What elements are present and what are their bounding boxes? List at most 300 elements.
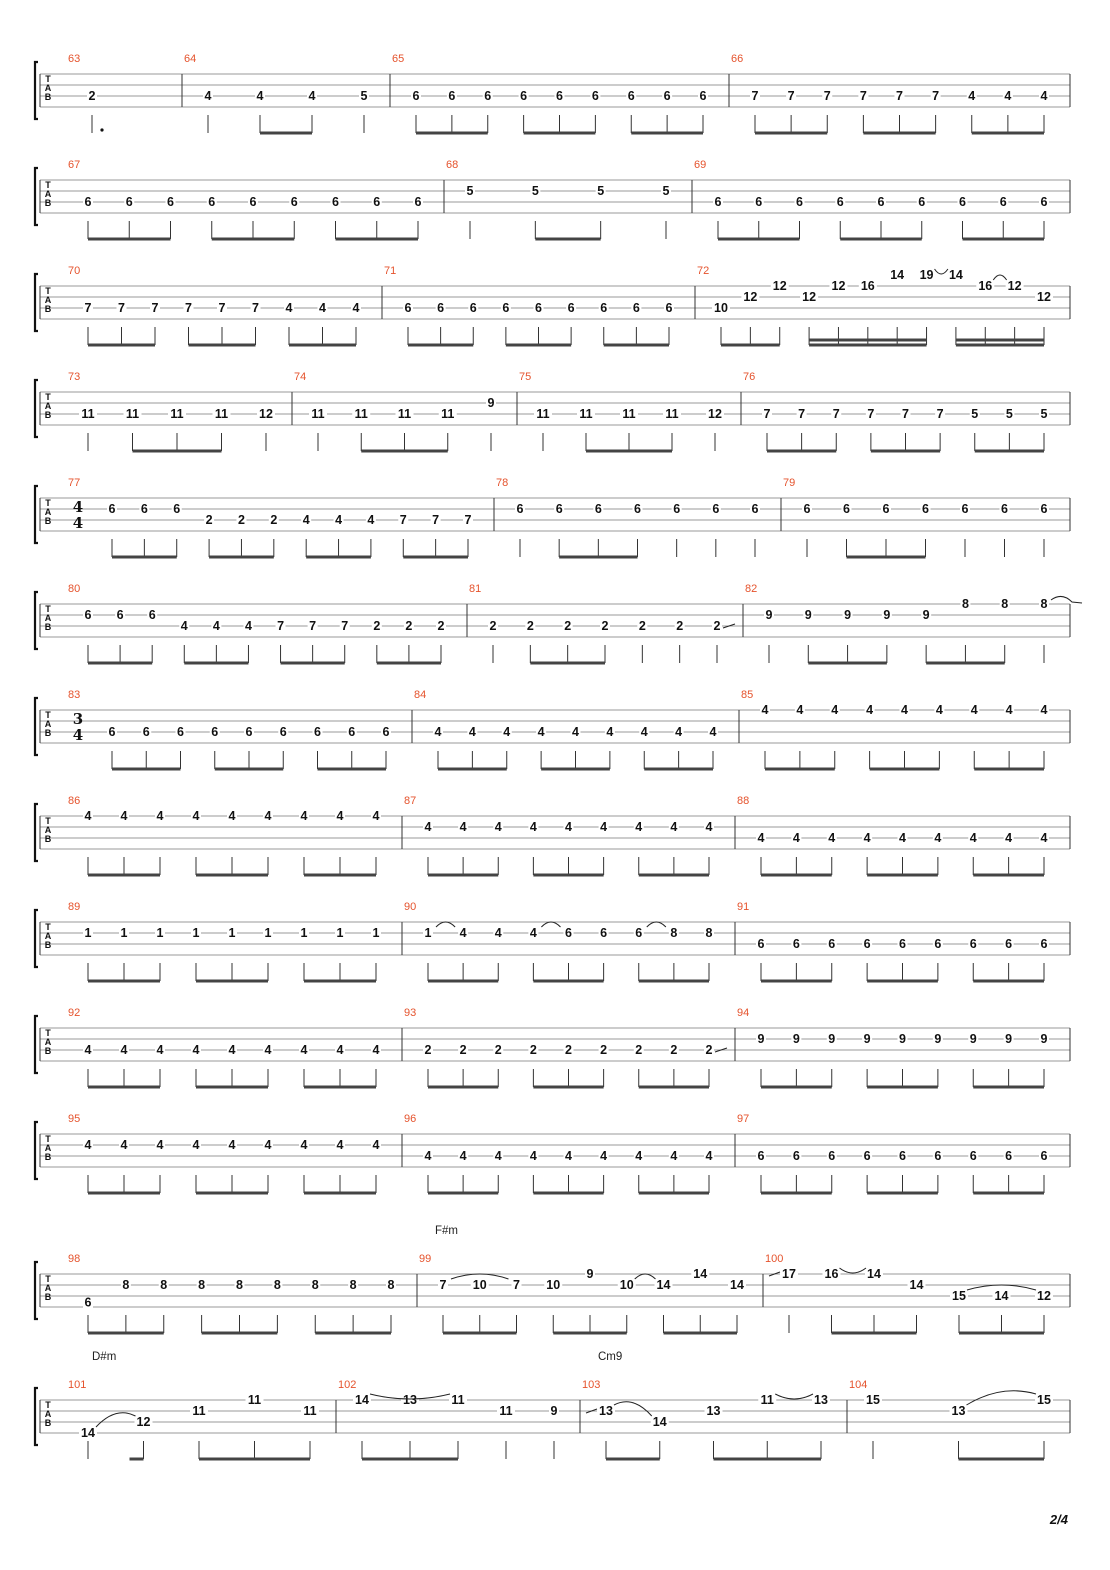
measure [737, 1113, 1049, 1193]
fret-number: 6 [882, 502, 890, 516]
tab-clef-letter: T [45, 392, 51, 402]
fret-number: 4 [675, 725, 683, 739]
fret-number: 9 [1005, 1032, 1013, 1046]
fret-number: 4 [192, 809, 200, 823]
tab-system [35, 159, 1070, 239]
fret-number: 6 [796, 195, 803, 209]
tab-clef-letter: T [45, 922, 51, 932]
measure-number: 80 [68, 583, 81, 595]
fret-number: 6 [665, 301, 673, 315]
tab-system [35, 1351, 1070, 1459]
fret-number: 7 [118, 301, 125, 315]
fret-number: 6 [414, 195, 422, 209]
system-bracket [35, 1262, 38, 1319]
tab-clef-letter: A [44, 401, 52, 411]
fret-number: 4 [670, 1149, 678, 1163]
measure-number: 68 [446, 159, 459, 171]
fret-number: 11 [303, 1404, 317, 1418]
chord-name: D#m [92, 1351, 117, 1363]
fret-number: 2 [638, 619, 646, 633]
fret-number: 2 [601, 619, 609, 633]
measure [731, 53, 1049, 133]
fret-number: 6 [469, 301, 477, 315]
fret-number: 8 [961, 597, 969, 611]
fret-number: 4 [600, 1149, 608, 1163]
fret-number: 6 [412, 89, 420, 103]
fret-number: 4 [336, 1138, 344, 1152]
system-bracket [35, 274, 38, 331]
fret-number: 11 [311, 407, 325, 421]
fret-number: 6 [125, 195, 133, 209]
fret-number: 6 [148, 608, 156, 622]
system-bracket [35, 380, 38, 437]
fret-number: 6 [1005, 1149, 1013, 1163]
fret-number: 9 [765, 608, 773, 622]
fret-number: 4 [335, 513, 343, 527]
fret-number: 6 [1005, 937, 1013, 951]
fret-number: 16 [824, 1267, 839, 1281]
fret-number: 7 [341, 619, 349, 633]
fret-number: 8 [670, 926, 678, 940]
fret-number: 12 [1007, 279, 1022, 293]
measure-number: 69 [694, 159, 707, 171]
tab-clef-letter: A [44, 1037, 52, 1047]
fret-number: 12 [802, 290, 817, 304]
fret-number: 10 [472, 1278, 487, 1292]
fret-number: 4 [459, 1149, 467, 1163]
measure [68, 689, 391, 769]
measure [294, 371, 496, 451]
fret-number: 6 [1001, 502, 1008, 516]
measure-number: 64 [184, 53, 197, 65]
measure-number: 74 [294, 371, 307, 383]
fret-number: 8 [273, 1278, 281, 1292]
fret-number: 7 [832, 407, 840, 421]
page-number: 2/4 [1049, 1512, 1068, 1527]
fret-number: 9 [883, 608, 891, 622]
tab-system [35, 53, 1070, 133]
tab-clef-letter: A [44, 825, 52, 835]
tie-arc [775, 1394, 813, 1399]
tab-clef-letter: B [44, 516, 52, 526]
fret-number: 4 [670, 820, 678, 834]
fret-number: 11 [451, 1393, 465, 1407]
fret-number: 6 [632, 301, 640, 315]
measure [743, 371, 1049, 451]
fret-number: 7 [823, 89, 831, 103]
measure-number: 66 [731, 53, 744, 65]
fret-number: 4 [285, 301, 293, 315]
fret-number: 9 [934, 1032, 942, 1046]
fret-number: 4 [319, 301, 326, 315]
fret-number: 4 [970, 703, 978, 717]
fret-number: 4 [572, 725, 579, 739]
fret-number: 7 [787, 89, 795, 103]
measure-number: 101 [68, 1379, 87, 1391]
fret-number: 12 [1037, 290, 1051, 304]
fret-number: 6 [245, 725, 253, 739]
fret-number: 7 [859, 89, 867, 103]
measure [741, 689, 1049, 769]
fret-number: 2 [670, 1043, 678, 1057]
fret-number: 4 [828, 831, 836, 845]
tie-arc [541, 922, 560, 927]
fret-number: 15 [866, 1393, 880, 1407]
tie-arc [614, 1402, 652, 1416]
fret-number: 4 [969, 831, 977, 845]
measure-number: 96 [404, 1113, 417, 1125]
tie-arc [935, 269, 948, 274]
fret-number: 4 [1040, 703, 1048, 717]
tab-clef-letter: B [44, 1292, 52, 1302]
measure-number: 94 [737, 1007, 750, 1019]
tab-clef-letter: A [44, 507, 52, 517]
tab-clef-letter: A [44, 719, 52, 729]
fret-number: 8 [1040, 597, 1048, 611]
fret-number: 4 [228, 1138, 236, 1152]
fret-number: 2 [713, 619, 721, 633]
fret-number: 9 [844, 608, 852, 622]
fret-number: 1 [120, 926, 128, 940]
fret-number: 6 [663, 89, 671, 103]
system-bracket [35, 486, 38, 543]
fret-number: 7 [399, 513, 407, 527]
fret-number: 2 [205, 513, 213, 527]
fret-number: 4 [336, 1043, 344, 1057]
fret-number: 4 [84, 1043, 92, 1057]
fret-number: 6 [594, 502, 602, 516]
measure-number: 86 [68, 795, 81, 807]
system-bracket [35, 804, 38, 861]
fret-number: 4 [459, 926, 467, 940]
measure-number: 104 [849, 1379, 868, 1391]
fret-number: 4 [84, 1138, 92, 1152]
chord-name: Cm9 [598, 1351, 623, 1363]
fret-number: 12 [1037, 1289, 1051, 1303]
measure-number: 87 [404, 795, 417, 807]
fret-number: 2 [635, 1043, 643, 1057]
tab-clef-letter: T [45, 498, 51, 508]
fret-number: 11 [760, 1393, 774, 1407]
fret-number: 16 [978, 279, 993, 293]
fret-number: 7 [751, 89, 759, 103]
fret-number: 6 [108, 502, 116, 516]
fret-number: 13 [951, 1404, 966, 1418]
tab-clef-letter: T [45, 286, 51, 296]
fret-number: 4 [156, 809, 164, 823]
fret-number: 6 [757, 937, 765, 951]
measure [849, 1379, 1053, 1459]
fret-number: 1 [228, 926, 236, 940]
tab-clef-letter: T [45, 1134, 51, 1144]
fret-number: 4 [300, 809, 308, 823]
fret-number: 9 [1040, 1032, 1048, 1046]
rhythm-dot [100, 128, 103, 131]
fret-number: 10 [619, 1278, 634, 1292]
fret-number: 4 [705, 820, 713, 834]
chord-name: F#m [435, 1225, 458, 1237]
fret-number: 10 [714, 301, 728, 315]
fret-number: 6 [142, 725, 150, 739]
fret-number: 4 [156, 1043, 164, 1057]
fret-number: 6 [899, 937, 906, 951]
fret-number: 4 [529, 926, 537, 940]
fret-number: 2 [494, 1043, 502, 1057]
fret-number: 6 [634, 502, 641, 516]
measure [737, 901, 1049, 981]
tab-system [35, 583, 1082, 663]
fret-number: 6 [591, 89, 599, 103]
fret-number: 4 [264, 1138, 272, 1152]
fret-number: 11 [81, 407, 95, 421]
fret-number: 14 [355, 1393, 369, 1407]
fret-number: 2 [424, 1043, 432, 1057]
fret-number: 13 [599, 1404, 613, 1418]
fret-number: 6 [1040, 502, 1048, 516]
fret-number: 6 [208, 195, 216, 209]
fret-number: 4 [156, 1138, 164, 1152]
fret-number: 4 [180, 619, 188, 633]
tab-clef-letter: B [44, 940, 52, 950]
fret-number: 6 [516, 502, 524, 516]
fret-number: 7 [185, 301, 192, 315]
tab-system [35, 795, 1070, 875]
fret-number: 6 [712, 502, 720, 516]
tab-clef-letter: T [45, 816, 51, 826]
tab-clef-letter: B [44, 834, 52, 844]
fret-number: 6 [84, 608, 92, 622]
fret-number: 2 [459, 1043, 467, 1057]
fret-number: 12 [743, 290, 758, 304]
fret-number: 11 [579, 407, 593, 421]
fret-number: 4 [372, 1138, 380, 1152]
fret-number: 14 [656, 1278, 671, 1292]
fret-number: 14 [909, 1278, 924, 1292]
fret-number: 11 [247, 1393, 262, 1407]
tab-system [35, 265, 1070, 345]
fret-number: 6 [999, 195, 1007, 209]
fret-number: 6 [1040, 1149, 1048, 1163]
measure-number: 65 [392, 53, 405, 65]
fret-number: 1 [300, 926, 308, 940]
fret-number: 6 [969, 937, 977, 951]
fret-number: 11 [397, 407, 412, 421]
fret-number: 2 [600, 1043, 608, 1057]
fret-number: 9 [792, 1032, 800, 1046]
measure [446, 159, 671, 239]
fret-number: 12 [772, 279, 787, 293]
fret-number: 6 [961, 502, 969, 516]
measure [68, 901, 381, 981]
system-bracket [35, 62, 38, 119]
fret-number: 6 [828, 1149, 836, 1163]
tab-clef-letter: A [44, 613, 52, 623]
fret-number: 4 [459, 820, 467, 834]
fret-number: 7 [84, 301, 92, 315]
measure-number: 82 [745, 583, 758, 595]
fret-number: 1 [372, 926, 380, 940]
fret-number: 4 [244, 619, 252, 633]
fret-number: 4 [264, 809, 272, 823]
fret-number: 6 [863, 937, 871, 951]
time-signature-top: 4 [72, 498, 84, 516]
measure-number: 103 [582, 1379, 601, 1391]
fret-number: 8 [311, 1278, 319, 1292]
measure [384, 265, 674, 345]
fret-number: 17 [782, 1267, 796, 1281]
measure [68, 371, 275, 451]
tie-arc [993, 275, 1006, 280]
measure [737, 795, 1049, 875]
system-bracket [35, 1388, 38, 1445]
tab-clef-letter: B [44, 92, 52, 102]
fret-number: 11 [499, 1404, 513, 1418]
fret-number: 12 [136, 1415, 151, 1429]
fret-number: 11 [354, 407, 368, 421]
fret-number: 9 [863, 1032, 871, 1046]
fret-number: 4 [796, 703, 804, 717]
fret-number: 6 [792, 937, 800, 951]
measure [783, 477, 1049, 557]
fret-number: 4 [503, 725, 511, 739]
measure-number: 95 [68, 1113, 81, 1125]
measure-number: 79 [783, 477, 796, 489]
fret-number: 6 [934, 937, 942, 951]
measure-number: 84 [414, 689, 427, 701]
fret-number: 6 [1040, 937, 1048, 951]
fret-number: 4 [120, 1043, 128, 1057]
fret-number: 14 [693, 1267, 708, 1281]
tab-clef-letter: A [44, 189, 52, 199]
system-bracket [35, 1122, 38, 1179]
measure [68, 1007, 381, 1087]
fret-number: 7 [936, 407, 944, 421]
fret-number: 6 [332, 195, 339, 209]
fret-number: 8 [705, 926, 713, 940]
fret-number: 6 [803, 502, 811, 516]
fret-number: 6 [877, 195, 885, 209]
tie-arc [840, 1268, 867, 1273]
fret-number: 7 [932, 89, 940, 103]
fret-number: 2 [373, 619, 381, 633]
tab-clef-letter: A [44, 1409, 52, 1419]
measure-number: 71 [384, 265, 397, 277]
fret-number: 6 [565, 926, 572, 940]
measure-number: 99 [419, 1253, 432, 1265]
tab-clef-letter: A [44, 1283, 52, 1293]
fret-number: 9 [969, 1032, 977, 1046]
measure-number: 78 [496, 477, 509, 489]
fret-number: 8 [198, 1278, 206, 1292]
fret-number: 4 [308, 89, 316, 103]
fret-number: 6 [382, 725, 390, 739]
tab-clef-letter: B [44, 1046, 52, 1056]
measure [68, 159, 423, 239]
measure [68, 795, 381, 875]
fret-number: 4 [120, 1138, 128, 1152]
system-bracket [35, 168, 38, 225]
fret-number: 6 [290, 195, 298, 209]
measure-number: 70 [68, 265, 81, 277]
measure [404, 1007, 727, 1087]
fret-number: 6 [348, 725, 356, 739]
measure [68, 1113, 381, 1193]
fret-number: 14 [730, 1278, 744, 1292]
fret-number: 6 [863, 1149, 871, 1163]
tab-system [35, 689, 1070, 769]
fret-number: 4 [761, 703, 769, 717]
fret-number: 6 [108, 725, 116, 739]
measure-number: 75 [519, 371, 532, 383]
tab-clef-letter: A [44, 931, 52, 941]
measure-number: 72 [697, 265, 710, 277]
fret-number: 6 [373, 195, 381, 209]
tab-clef-letter: T [45, 1028, 51, 1038]
tab-system [35, 1007, 1070, 1087]
fret-number: 13 [403, 1393, 417, 1407]
fret-number: 7 [277, 619, 285, 633]
fret-number: 4 [372, 1043, 380, 1057]
fret-number: 6 [177, 725, 184, 739]
fret-number: 7 [902, 407, 909, 421]
fret-number: 6 [84, 1295, 92, 1310]
fret-number: 2 [270, 513, 278, 527]
fret-number: 2 [676, 619, 684, 633]
tab-clef-letter: A [44, 295, 52, 305]
fret-number: 4 [757, 831, 765, 845]
measure-number: 92 [68, 1007, 81, 1019]
tab-system [35, 477, 1070, 557]
fret-number: 4 [866, 703, 874, 717]
measure [404, 795, 714, 875]
tab-system [35, 371, 1070, 451]
fret-number: 4 [434, 725, 442, 739]
fret-number: 7 [896, 89, 903, 103]
fret-number: 14 [948, 268, 963, 282]
fret-number: 6 [699, 89, 707, 103]
tab-clef-letter: B [44, 728, 52, 738]
fret-number: 6 [792, 1149, 800, 1163]
fret-number: 4 [1005, 703, 1013, 717]
fret-number: 4 [336, 809, 344, 823]
tab-clef-letter: B [44, 304, 52, 314]
fret-number: 7 [439, 1278, 447, 1292]
fret-number: 14 [81, 1426, 95, 1440]
fret-number: 6 [140, 502, 148, 516]
fret-number: 6 [404, 301, 412, 315]
tie-arc [96, 1413, 136, 1427]
measure-number: 89 [68, 901, 81, 913]
fret-number: 6 [635, 926, 643, 940]
fret-number: 4 [468, 725, 476, 739]
fret-number: 6 [934, 1149, 942, 1163]
tab-clef-letter: B [44, 198, 52, 208]
fret-number: 4 [831, 703, 839, 717]
fret-number: 12 [708, 407, 722, 421]
fret-number: 4 [424, 820, 432, 834]
fret-number: 11 [125, 407, 140, 421]
fret-number: 2 [564, 619, 572, 633]
fret-number: 7 [252, 301, 259, 315]
fret-number: 4 [264, 1043, 272, 1057]
fret-number: 4 [192, 1138, 200, 1152]
fret-number: 4 [120, 809, 128, 823]
fret-number: 6 [555, 502, 563, 516]
measure [496, 477, 760, 557]
fret-number: 5 [597, 184, 605, 198]
fret-number: 6 [211, 725, 219, 739]
fret-number: 6 [84, 195, 92, 209]
